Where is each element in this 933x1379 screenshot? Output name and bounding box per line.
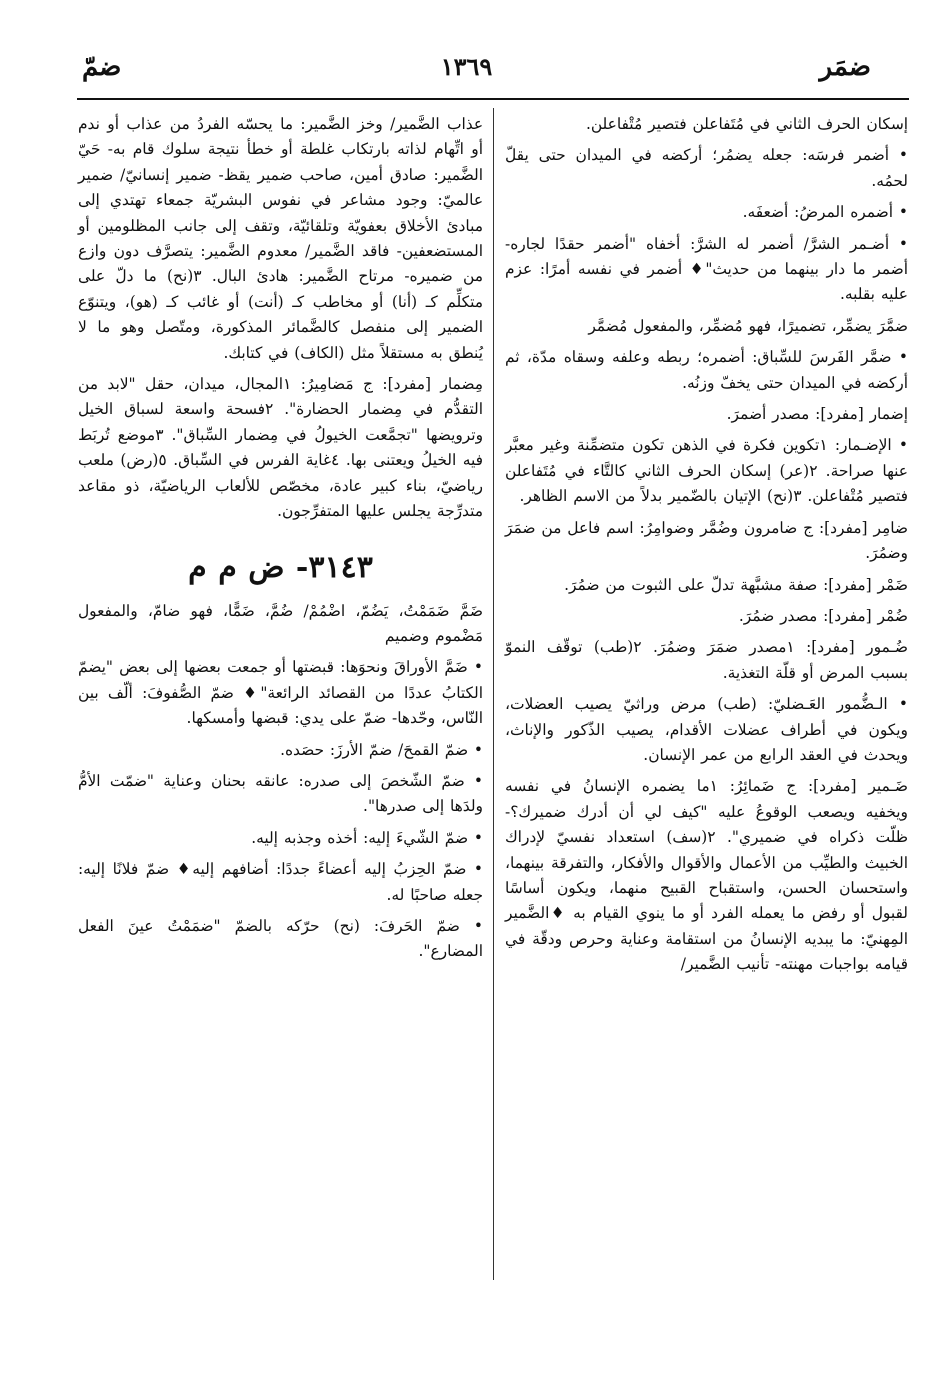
entry-paragraph: • ضمّ الشّيءَ إليه: أخذه وجذبه إليه. — [251, 828, 483, 847]
entry-paragraph: ضَمْر [مفرد]: صفة مشبَّهة تدلّ على الثبوت من ضمُرَ. — [564, 575, 908, 594]
column-divider — [493, 108, 494, 1280]
entry-paragraph: • أضـمر الشرَّ/ أضمر له الشرَّ: أخفاه "أضمر حقدًا لجاره- أضمر ما دار بينهما من حديث"♦ أضمر في نفسه أمرًا: عزم عليه بقلبه. — [505, 234, 908, 304]
left-column — [78, 112, 483, 971]
entry-paragraph: • ضمَّر الفَرسَ للسِّباق: أضمره؛ ربطه وعلفه وسقاه مدّة، ثم أركضه في الميدان حتى يخفّ وزنُه. — [505, 348, 908, 392]
page-number: ١٣٦٩ — [440, 52, 493, 81]
entry-paragraph: ضامِر [مفرد]: ج ضامرون وضُمَّر وضوامِرُ: اسم فاعل من ضمَرَ وضمُرَ. — [505, 518, 908, 563]
entry-paragraph: • ضمّ الحِزبُ إليه أعضاءً جددًا: أضافهم إليه♦ ضمّ فلانًا إليه: جعله صاحبًا له. — [78, 860, 483, 904]
entry-paragraph: • أضمره المرضُ: أضعفَه. — [742, 203, 908, 222]
entry-paragraph: ضَمَّ ضَمَمْتُ، يَضُمّ، اضْمُمْ/ ضُمَّ، ضَمًّا، فهو ضامّ، والمفعول مَضْموم وضميم — [78, 601, 483, 645]
entry-paragraph: ضَـمير [مفرد]: ج ضَمائِرُ: ١ما يضمره الإنسانُ في نفسه ويخفيه ويصعب الوقوعُ عليه "كيف لي أن أدرك ضميرك؟- ظلّت ذكراه في ضميري". ٢(سف) استعداد نفسيّ لإدراك الخبيث والطيِّب من الأعمال والأقوال والأفكار، والتفرقة بينهما، واستحسان الحسن، واستقباح القبيح منهما، ويكون أساسًا لقبول أو رفض ما يعمله الفرد أو ما ينوي القيام به ♦الضَّمير المِهنيّ: ما يبديه الإنسانُ من استقامة وعناية وحرص ودقّة في قيامه بواجبات مهنته- تأنيب الضَّمير/ — [505, 777, 909, 974]
entry-paragraph: عذاب الضَّمير/ وخز الضَّمير: ما يحسّه الفردُ من عذاب أو ندم أو اتِّهام لذاته بارتكاب غلطة أو خطأ نتيجة سلوك قام به- حَيّ الضَّمير: صادق أمين، صاحب ضمير يقظ- ضمير إنسانيّ/ ضمير عالميّ: وجود مشاعر في نفوس البشريّة جمعاء تهتدي إلى مبادئ الأخلاق بعفويّة وتلقائيّة، وتقف إلى جانب المظلومين أو المستضعفين- فاقد الضَّمير/ معدوم الضَّمير: يتصرَّف دون وازع من ضميره- مرتاح الضَّمير: هادئ البال. ٣(نح) ما دلّ على متكلِّم كـ (أنا) أو مخاطب كـ (أنت) أو غائب كـ (هو)، ويتنوّع الضمير إلى منفصل كالضَّمائر المذكورة، ومتّصل وهو ما لا يُنطق به مستقلاً مثل (الكاف) في كتابك. — [78, 115, 483, 362]
entry-paragraph: • ضمّ القمحَ/ ضمّ الأرزَ: حصَده. — [280, 740, 483, 759]
entry-paragraph: • أضمر فرسَه: جعله يضمُر؛ أركضه في الميدان حتى يقلّ لحمُه. — [505, 146, 908, 190]
right-column — [505, 112, 908, 984]
entry-paragraph: ضُـمور [مفرد]: ١مصدر ضمَرَ وضمُرَ. ٢(طب) توقّف النموّ بسبب المرض أو قلّة التغذية. — [505, 638, 908, 682]
entry-paragraph: • ضَمَّ الأوراقَ ونحوَها: قبضتها أو جمعت بعضها إلى بعض "يضمّ الكتابُ عددًا من القصائد الرائعة"♦ ضمّ الصُّفوفَ: ألّف بين النّاس، وحّدها- ضمّ على يدي: قبضها وأمسكها. — [78, 658, 483, 728]
root-heading: ٣١٤٣- ض م م — [188, 549, 373, 585]
entry-paragraph: ضمَّرَ يضمِّر، تضميرًا، فهو مُضمِّر، والمفعول مُضمَّر — [588, 316, 908, 335]
entry-paragraph: • الـضُّمور العَـضليّ: (طب) مرض وراثيّ يصيب العضلات، ويكون في أطراف عضلات الأقدام، يصيب الذّكور والإناث، ويحدث في العقد الرابع من عمر الإنسان. — [505, 695, 908, 764]
entry-paragraph: • ضمّ الشّخصَ إلى صدره: عانقه بحنان وعناية "ضمّت الأمُّ ولدَها إلى صدرها". — [78, 771, 483, 816]
entry-paragraph: • ضمّ الحَرفَ: (نح) حرّكه بالضمّ "ضمَمْتُ عينَ الفعل المضارع". — [78, 916, 483, 961]
header-right-word: ضمَر — [819, 52, 871, 82]
header-rule — [77, 98, 909, 100]
entry-paragraph: إضمار [مفرد]: مصدر أضمرَ. — [726, 405, 908, 424]
entry-paragraph: ضُمْر [مفرد]: مصدر ضمُرَ. — [738, 606, 908, 625]
entry-paragraph: إسكان الحرف الثاني في مُتَفاعلن فتصير مُتْفاعلن. — [585, 115, 908, 133]
entry-paragraph: مِضمار [مفرد]: ج مَضامِيرُ: ١المجال، ميدان، حقل "لابد من التقدُّم في مِضمار الحضارة". ٢فسحة واسعة لسباق الخيل وترويضها "تجمَّعت الخيولُ في مِضمار السِّباق". ٣موضع تُربَط فيه الخيلُ ويعتنى بها. ٤غاية الفرس في السِّباق. ٥(رض) ملعب رياضيّ، بناء كبير عادة، مخصّص للألعاب الرياضيّة، ذو مقاعد متدرِّجة يجلس عليها المتفرِّجون. — [78, 375, 484, 521]
header-left-word: ضمّ — [82, 52, 122, 82]
entry-paragraph: • الإضـمار: ١تكوين فكرة في الذهن تكون متضمِّنة وغير معبَّر عنها صراحة. ٢(عر) إسكان الحرف الثاني كالتَّاء في مُتَفاعلن فتصير مُتْفاعلن. ٣(نح) الإتيان بالضّمير بدلاً من الاسم الظاهر. — [505, 436, 908, 506]
